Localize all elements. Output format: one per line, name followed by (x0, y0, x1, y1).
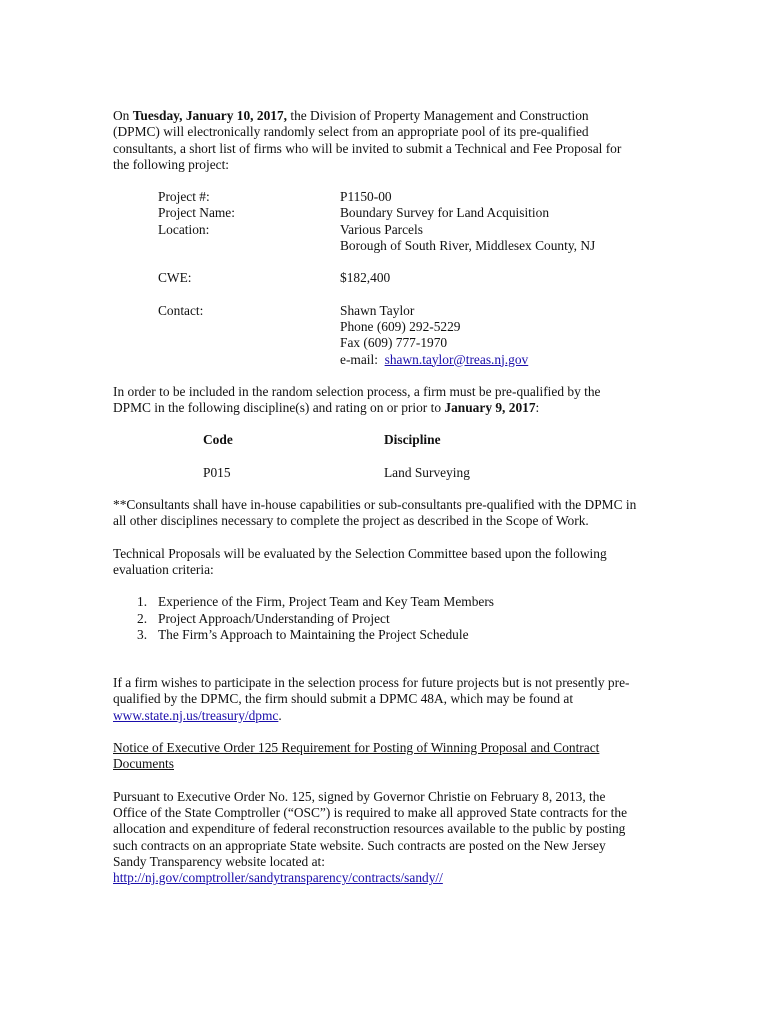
intro-line-3: consultants, a short list of firms who will be invited to submit a Technical and Fee Proposal for (113, 140, 622, 156)
cwe-value: $182,400 (340, 270, 391, 286)
future-projects-paragraph (113, 675, 661, 724)
notice-body (113, 789, 661, 887)
contact-phone: Phone (609) 292-5229 (340, 318, 461, 334)
notice-heading-line-2: Documents (113, 756, 174, 772)
cwe-label: CWE: (158, 270, 192, 286)
contact-email-line (340, 352, 661, 368)
contact-group (158, 303, 661, 368)
prequal-line-2 (113, 400, 661, 416)
prequal-line-1: In order to be included in the random selection process, a firm must be pre-qualified by the (113, 383, 601, 399)
discipline-name: Land Surveying (384, 464, 470, 480)
prequal-line-2-prefix: DPMC in the following discipline(s) and rating on or prior to (113, 400, 445, 416)
prequal-line-2-suffix: : (535, 400, 540, 416)
intro-line-2: (DPMC) will electronically randomly select from an appropriate pool of its pre-qualified (113, 124, 589, 140)
criteria-number: 1. (137, 594, 148, 610)
intro-line-1 (113, 108, 661, 124)
project-number-value: P1150-00 (340, 189, 392, 205)
project-number-label: Project #: (158, 189, 210, 205)
contact-email-link[interactable]: shawn.taylor@treas.nj.gov (384, 351, 529, 367)
contact-name: Shawn Taylor (340, 302, 415, 318)
criteria-number: 3. (137, 626, 148, 642)
consultants-note-line-1: **Consultants shall have in-house capabilities or sub-consultants pre-qualified with the DPMC in (113, 497, 637, 513)
location-label: Location: (158, 221, 210, 237)
consultants-note-line-2: all other disciplines necessary to complete the project as described in the Scope of Work. (113, 513, 589, 529)
code-header: Code (203, 432, 233, 448)
future-line-2: qualified by the DPMC, the firm should submit a DPMC 48A, which may be found at (113, 691, 574, 707)
intro-prefix: On (113, 108, 133, 123)
contact-email-label: e-mail: (340, 351, 385, 367)
discipline-table (113, 432, 661, 481)
location-line-1: Various Parcels (340, 221, 423, 237)
project-name-value: Boundary Survey for Land Acquisition (340, 205, 550, 221)
contact-fax: Fax (609) 777-1970 (340, 335, 448, 351)
criteria-text: Experience of the Firm, Project Team and Key Team Members (158, 594, 495, 610)
future-link-suffix: . (278, 707, 282, 723)
project-info-group (158, 189, 661, 254)
project-name-label: Project Name: (158, 205, 235, 221)
notice-line-3: allocation and expenditure of federal reconstruction resources available to the public by posting (113, 821, 626, 837)
contact-label: Contact: (158, 302, 204, 318)
criteria-number: 2. (137, 610, 148, 626)
prequalification-paragraph (113, 384, 661, 417)
blank-line (113, 659, 661, 675)
prequal-deadline: January 9, 2017 (444, 400, 536, 416)
list-item (137, 594, 661, 610)
table-row (203, 465, 661, 481)
cwe-group (158, 270, 661, 286)
notice-line-2: Office of the State Comptroller (“OSC”) is required to make all approved State contracts for the (113, 804, 628, 820)
notice-line-1: Pursuant to Executive Order No. 125, signed by Governor Christie on February 8, 2013, the (113, 788, 606, 804)
intro-line-1-rest: the Division of Property Management and Construction (287, 108, 589, 123)
notice-heading-line-1: Notice of Executive Order 125 Requirement for Posting of Winning Proposal and Contract (113, 740, 600, 756)
location-line-2: Borough of South River, Middlesex County, NJ (340, 238, 596, 254)
evaluation-line-1: Technical Proposals will be evaluated by the Selection Committee based upon the following (113, 545, 607, 561)
list-item (137, 611, 661, 627)
evaluation-criteria-list (113, 594, 661, 643)
notice-line-4: such contracts on an appropriate State website. Such contracts are posted on the New Jersey (113, 837, 606, 853)
discipline-code: P015 (203, 464, 231, 480)
sandy-transparency-link[interactable]: http://nj.gov/comptroller/sandytransparency/contracts/sandy// (113, 870, 443, 886)
evaluation-paragraph (113, 546, 661, 579)
future-line-1: If a firm wishes to participate in the selection process for future projects but is not presently pre- (113, 675, 630, 691)
notice-heading (113, 740, 661, 773)
criteria-text: The Firm’s Approach to Maintaining the Project Schedule (158, 626, 469, 642)
criteria-text: Project Approach/Understanding of Project (158, 610, 390, 626)
selection-date: Tuesday, January 10, 2017, (132, 108, 287, 123)
project-details (113, 189, 661, 368)
evaluation-line-2: evaluation criteria: (113, 561, 214, 577)
consultants-note (113, 497, 661, 530)
document-page (113, 108, 661, 886)
intro-line-4: the following project: (113, 156, 230, 172)
notice-link-line (113, 870, 661, 886)
discipline-header: Discipline (384, 432, 441, 448)
dpmc-website-link[interactable]: www.state.nj.us/treasury/dpmc (113, 707, 279, 723)
future-line-3 (113, 708, 661, 724)
list-item (137, 627, 661, 643)
intro-paragraph (113, 108, 661, 173)
notice-line-5: Sandy Transparency website located at: (113, 853, 325, 869)
discipline-table-header (203, 432, 661, 448)
